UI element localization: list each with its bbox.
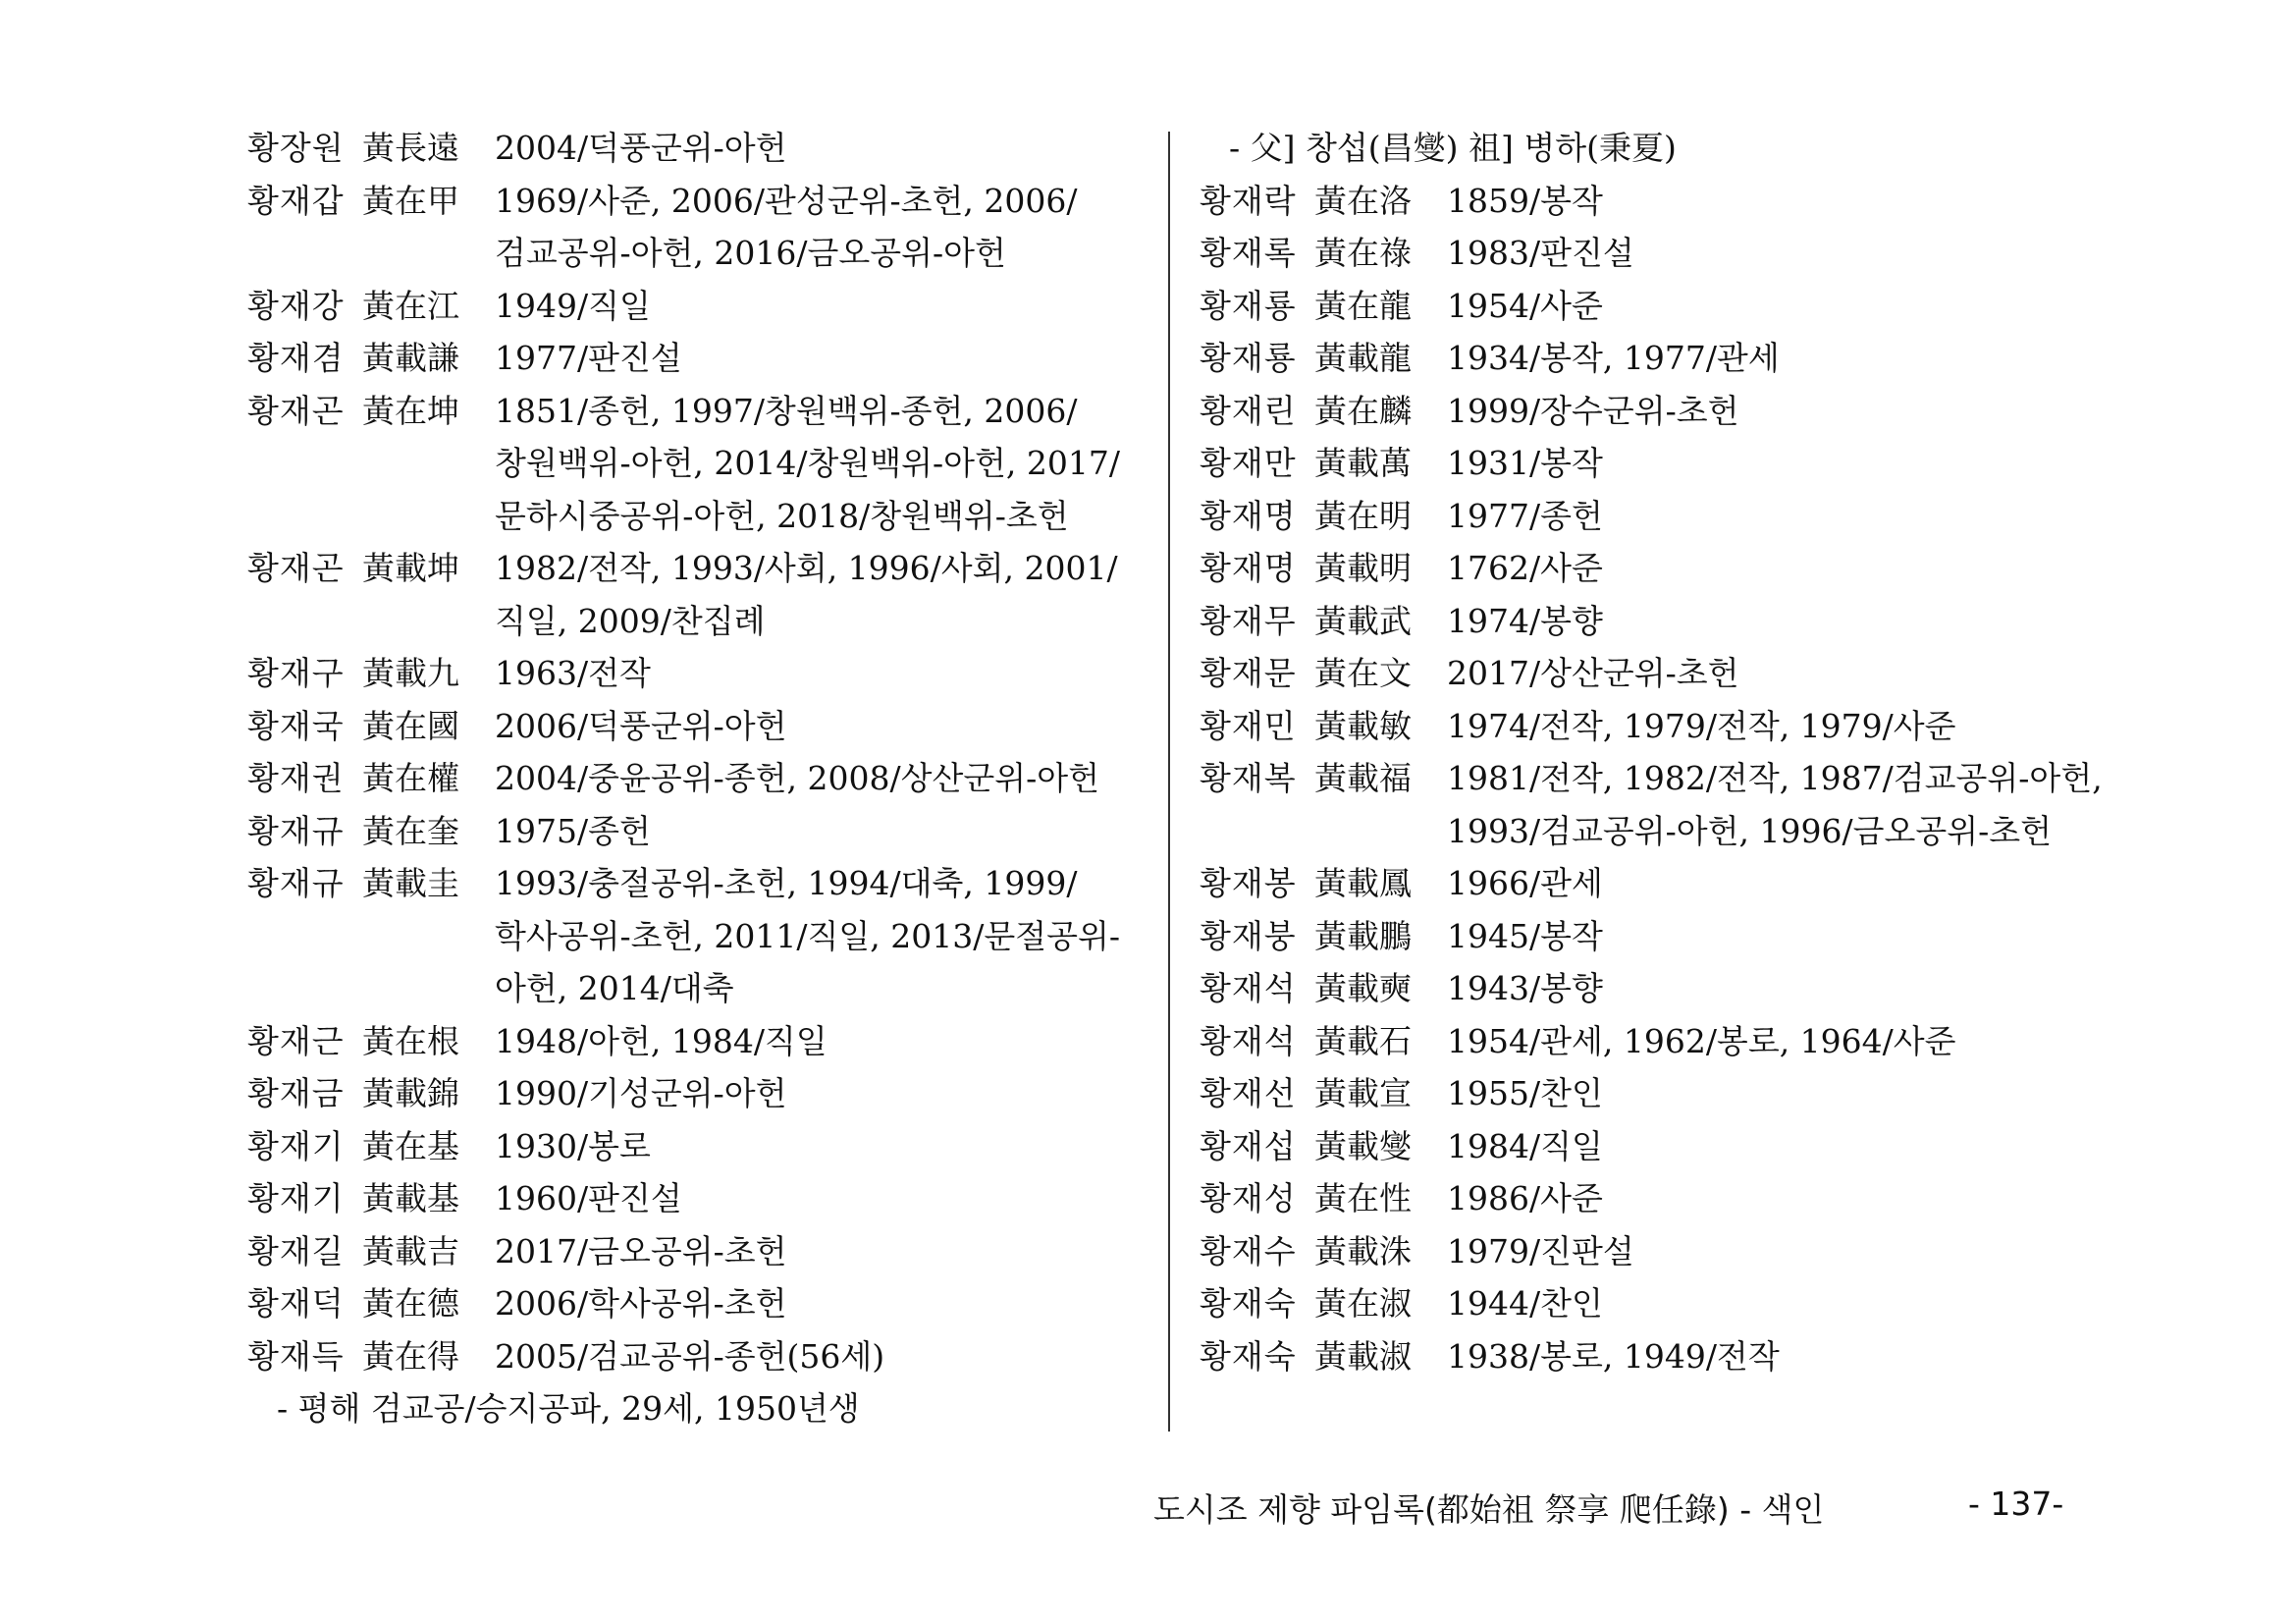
entry-korean-name: 황재문 <box>1200 654 1297 692</box>
entry-hanja-name: 黃在奎 <box>362 811 459 850</box>
entry-korean-name: 황재구 <box>247 654 345 692</box>
entry-korean-name: 황재금 <box>247 1074 345 1112</box>
entry-hanja-name: 黃在根 <box>362 1021 459 1060</box>
entry-korean-name: 황재숙 <box>1200 1336 1297 1376</box>
entry-hanja-name: 黃在國 <box>362 706 459 745</box>
entry-korean-name: 황재선 <box>1200 1074 1297 1112</box>
entry-hanja-name: 黃在明 <box>1314 496 1412 535</box>
index-entry <box>1200 1015 2122 1068</box>
entry-hanja-name: 黃載敏 <box>1314 706 1412 745</box>
entry-records: 1966/관세 <box>1447 864 1603 902</box>
entry-records: 1977/종헌 <box>1447 496 1603 535</box>
entry-hanja-name: 黃載謙 <box>362 339 459 377</box>
entry-hanja-name: 黃載宣 <box>1314 1074 1412 1112</box>
entry-records: 1969/사준, 2006/관성군위-초헌, 2006/검교공위-아헌, 2016/금오공위-아헌 <box>495 181 1078 272</box>
entry-korean-name: 황재덕 <box>247 1284 345 1323</box>
entry-records: 2017/금오공위-초헌 <box>495 1231 787 1270</box>
index-column-left <box>247 122 1150 1435</box>
index-entry <box>247 1277 1150 1330</box>
entry-hanja-name: 黃載石 <box>1314 1021 1412 1060</box>
entry-korean-name: 황재붕 <box>1200 916 1297 955</box>
index-entry <box>247 1172 1150 1225</box>
index-entry <box>247 1067 1150 1120</box>
entry-korean-name: 황장원 <box>247 129 345 167</box>
entry-records: 1943/봉향 <box>1447 969 1603 1007</box>
index-entry <box>247 857 1150 1015</box>
entry-records: 1954/관세, 1962/봉로, 1964/사준 <box>1447 1021 1956 1060</box>
right-entries <box>1200 175 2122 1383</box>
entry-korean-name: 황재국 <box>247 706 345 745</box>
entry-hanja-name: 黃載洙 <box>1314 1231 1412 1270</box>
entry-hanja-name: 黃載基 <box>362 1179 459 1217</box>
index-entry <box>1200 542 2122 595</box>
entry-hanja-name: 黃在龍 <box>1314 286 1412 325</box>
entry-hanja-name: 黃在德 <box>362 1284 459 1323</box>
entry-hanja-name: 黃長遠 <box>362 129 459 167</box>
entry-records: 2004/덕풍군위-아헌 <box>495 129 787 167</box>
entry-korean-name: 황재복 <box>1200 759 1297 797</box>
entry-records: 1944/찬인 <box>1447 1284 1603 1323</box>
index-entry <box>247 280 1150 333</box>
entry-korean-name: 황재곤 <box>247 391 345 430</box>
entry-hanja-name: 黃在文 <box>1314 654 1412 692</box>
entry-korean-name: 황재기 <box>247 1179 345 1217</box>
index-entry <box>1200 490 2122 543</box>
entry-korean-name: 황재규 <box>247 811 345 850</box>
entry-hanja-name: 黃載坤 <box>362 549 459 587</box>
entry-hanja-name: 黃在麟 <box>1314 391 1412 430</box>
index-entry <box>1200 1067 2122 1120</box>
entry-hanja-name: 黃在江 <box>362 286 459 325</box>
entry-korean-name: 황재섭 <box>1200 1126 1297 1165</box>
index-entry <box>1200 280 2122 333</box>
entry-hanja-name: 黃在得 <box>362 1336 459 1376</box>
entry-hanja-name: 黃在坤 <box>362 391 459 430</box>
entry-records: 1945/봉작 <box>1447 916 1603 955</box>
entry-hanja-name: 黃在甲 <box>362 181 459 220</box>
left-entries <box>247 122 1150 1382</box>
index-entry <box>1200 1277 2122 1330</box>
entry-records: 1931/봉작 <box>1447 444 1603 482</box>
entry-hanja-name: 黃在權 <box>362 759 459 797</box>
entry-records: 1930/봉로 <box>495 1126 651 1165</box>
entry-hanja-name: 黃載武 <box>1314 601 1412 640</box>
entry-records: 1981/전작, 1982/전작, 1987/검교공위-아헌, 1993/검교공위-아헌, 1996/금오공위-초헌 <box>1447 759 2103 850</box>
entry-korean-name: 황재석 <box>1200 969 1297 1007</box>
footer-title: 도시조 제향 파임록(都始祖 祭享 爬任錄) - 색인 <box>1153 1490 1825 1529</box>
entry-hanja-name: 黃在洛 <box>1314 181 1412 220</box>
entry-korean-name: 황재락 <box>1200 181 1297 220</box>
index-entry <box>1200 910 2122 963</box>
entry-records: 1993/충절공위-초헌, 1994/대축, 1999/학사공위-초헌, 2011/직일, 2013/문절공위-아헌, 2014/대축 <box>495 864 1120 1007</box>
entry-korean-name: 황재규 <box>247 864 345 902</box>
entry-korean-name: 황재봉 <box>1200 864 1297 902</box>
index-entry <box>247 1015 1150 1068</box>
entry-korean-name: 황재득 <box>247 1336 345 1376</box>
index-column-right <box>1200 122 2122 1382</box>
entry-hanja-name: 黃載燮 <box>1314 1126 1412 1165</box>
entry-hanja-name: 黃載淑 <box>1314 1336 1412 1376</box>
entry-korean-name: 황재권 <box>247 759 345 797</box>
left-entry-note: - 평해 검교공/승지공파, 29세, 1950년생 <box>277 1389 860 1428</box>
entry-korean-name: 황재룡 <box>1200 286 1297 325</box>
entry-records: 1948/아헌, 1984/직일 <box>495 1021 828 1060</box>
entry-korean-name: 황재숙 <box>1200 1284 1297 1323</box>
index-entry <box>1200 647 2122 700</box>
index-entry <box>247 647 1150 700</box>
entry-records: 1963/전작 <box>495 654 651 692</box>
entry-records: 1974/전작, 1979/전작, 1979/사준 <box>1447 706 1956 745</box>
index-entry <box>247 805 1150 858</box>
entry-records: 2004/중윤공위-종헌, 2008/상산군위-아헌 <box>495 759 1100 797</box>
entry-korean-name: 황재민 <box>1200 706 1297 745</box>
entry-hanja-name: 黃載錦 <box>362 1074 459 1112</box>
index-entry <box>1200 332 2122 385</box>
entry-hanja-name: 黃在祿 <box>1314 234 1412 272</box>
index-entry <box>247 542 1150 647</box>
entry-records: 1762/사준 <box>1447 549 1603 587</box>
entry-records: 1955/찬인 <box>1447 1074 1603 1112</box>
index-entry <box>247 1120 1150 1173</box>
entry-records: 1954/사준 <box>1447 286 1603 325</box>
entry-hanja-name: 黃載福 <box>1314 759 1412 797</box>
page-number: - 137- <box>1968 1485 2064 1523</box>
index-entry <box>1200 1330 2122 1383</box>
entry-hanja-name: 黃在淑 <box>1314 1284 1412 1323</box>
entry-korean-name: 황재기 <box>247 1126 345 1165</box>
entry-records: 2005/검교공위-종헌(56세) <box>495 1336 885 1376</box>
entry-hanja-name: 黃載圭 <box>362 864 459 902</box>
entry-korean-name: 황재석 <box>1200 1021 1297 1060</box>
entry-korean-name: 황재수 <box>1200 1231 1297 1270</box>
index-entry <box>247 752 1150 805</box>
entry-hanja-name: 黃載九 <box>362 654 459 692</box>
entry-korean-name: 황재린 <box>1200 391 1297 430</box>
index-entry <box>247 385 1150 543</box>
index-entry <box>247 122 1150 175</box>
entry-korean-name: 황재강 <box>247 286 345 325</box>
entry-korean-name: 황재명 <box>1200 549 1297 587</box>
entry-records: 2006/덕풍군위-아헌 <box>495 706 787 745</box>
index-entry <box>1200 437 2122 490</box>
entry-records: 1977/판진설 <box>495 339 682 377</box>
index-entry <box>247 1330 1150 1383</box>
index-entry <box>1200 1120 2122 1173</box>
entry-korean-name: 황재룡 <box>1200 339 1297 377</box>
entry-hanja-name: 黃載奭 <box>1314 969 1412 1007</box>
entry-hanja-name: 黃在基 <box>362 1126 459 1165</box>
entry-records: 1982/전작, 1993/사회, 1996/사회, 2001/직일, 2009/찬집례 <box>495 549 1118 640</box>
index-entry <box>247 1225 1150 1278</box>
entry-records: 1999/장수군위-초헌 <box>1447 391 1739 430</box>
entry-records: 2006/학사공위-초헌 <box>495 1284 787 1323</box>
entry-korean-name: 황재겸 <box>247 339 345 377</box>
index-entry <box>1200 962 2122 1015</box>
entry-records: 1990/기성군위-아헌 <box>495 1074 787 1112</box>
entry-hanja-name: 黃載明 <box>1314 549 1412 587</box>
index-entry <box>1200 857 2122 910</box>
entry-records: 1974/봉향 <box>1447 601 1603 640</box>
index-entry <box>1200 175 2122 228</box>
index-entry <box>1200 1172 2122 1225</box>
entry-korean-name: 황재무 <box>1200 601 1297 640</box>
entry-hanja-name: 黃載龍 <box>1314 339 1412 377</box>
entry-hanja-name: 黃載吉 <box>362 1231 459 1270</box>
entry-records: 2017/상산군위-초헌 <box>1447 654 1739 692</box>
entry-hanja-name: 黃載鳳 <box>1314 864 1412 902</box>
entry-records: 1960/판진설 <box>495 1179 682 1217</box>
entry-korean-name: 황재성 <box>1200 1179 1297 1217</box>
index-entry <box>1200 227 2122 280</box>
entry-hanja-name: 黃在性 <box>1314 1179 1412 1217</box>
entry-korean-name: 황재길 <box>247 1231 345 1270</box>
entry-korean-name: 황재만 <box>1200 444 1297 482</box>
entry-hanja-name: 黃載萬 <box>1314 444 1412 482</box>
index-entry <box>247 332 1150 385</box>
entry-korean-name: 황재근 <box>247 1021 345 1060</box>
entry-korean-name: 황재록 <box>1200 234 1297 272</box>
entry-records: 1949/직일 <box>495 286 651 325</box>
entry-korean-name: 황재갑 <box>247 181 345 220</box>
index-entry <box>247 175 1150 280</box>
entry-records: 1979/진판설 <box>1447 1231 1634 1270</box>
entry-records: 1975/종헌 <box>495 811 651 850</box>
entry-records: 1938/봉로, 1949/전작 <box>1447 1336 1780 1376</box>
entry-records: 1934/봉작, 1977/관세 <box>1447 339 1780 377</box>
index-entry <box>1200 1225 2122 1278</box>
entry-records: 1983/판진설 <box>1447 234 1634 272</box>
entry-korean-name: 황재곤 <box>247 549 345 587</box>
index-entry <box>1200 385 2122 438</box>
entry-hanja-name: 黃載鵬 <box>1314 916 1412 955</box>
column-divider <box>1168 132 1170 1432</box>
entry-records: 1986/사준 <box>1447 1179 1603 1217</box>
right-entry-note: - 父] 창섭(昌燮) 祖] 병하(秉夏) <box>1229 129 1677 167</box>
entry-records: 1859/봉작 <box>1447 181 1603 220</box>
entry-records: 1851/종헌, 1997/창원백위-종헌, 2006/창원백위-아헌, 2014/창원백위-아헌, 2017/문하시중공위-아헌, 2018/창원백위-초헌 <box>495 391 1120 535</box>
entry-records: 1984/직일 <box>1447 1126 1603 1165</box>
index-entry <box>1200 595 2122 648</box>
entry-korean-name: 황재명 <box>1200 496 1297 535</box>
page-footer <box>1153 1485 2064 1531</box>
index-entry <box>247 700 1150 753</box>
index-entry <box>1200 752 2122 857</box>
index-entry <box>1200 700 2122 753</box>
